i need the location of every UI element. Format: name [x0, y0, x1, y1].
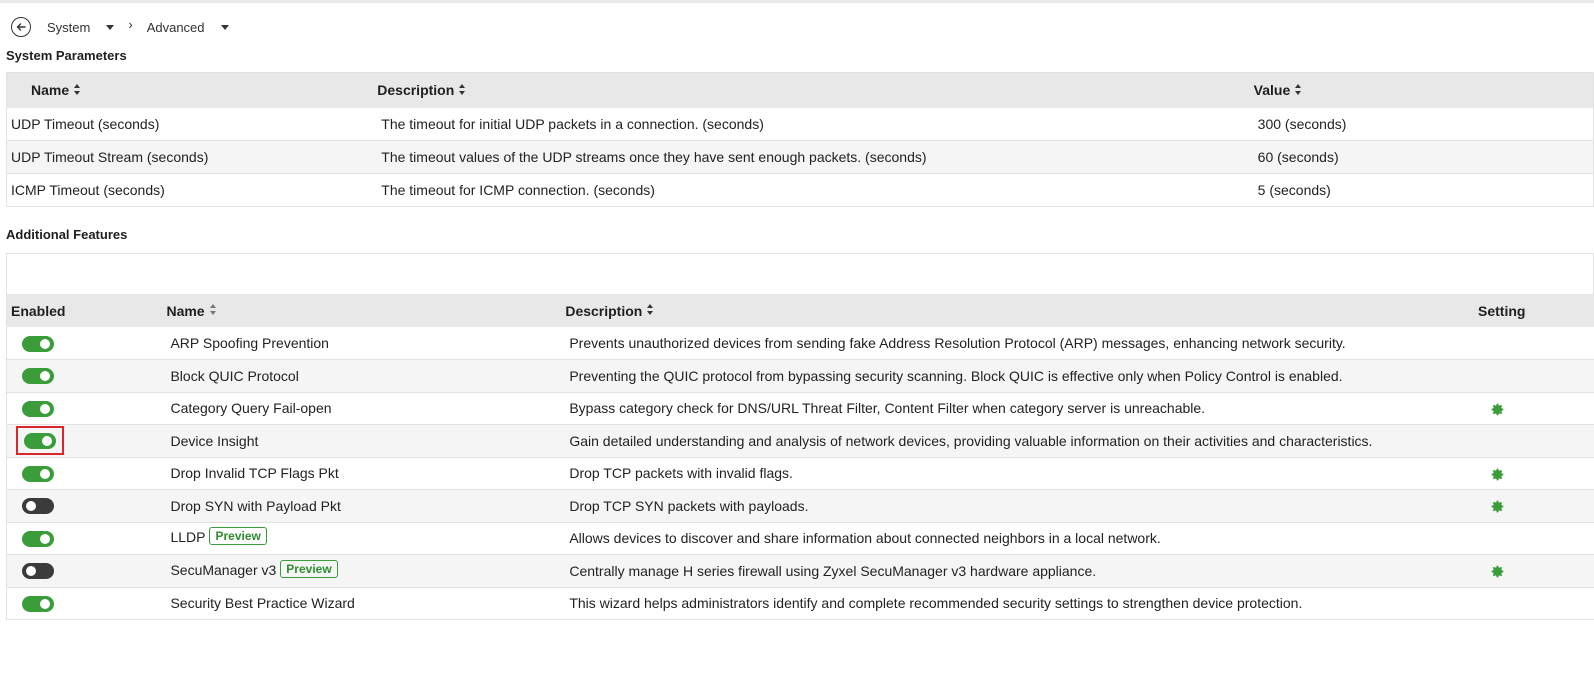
- column-header-description[interactable]: Description: [377, 73, 1253, 108]
- enabled-toggle[interactable]: [22, 368, 54, 384]
- feature-name: Security Best Practice Wizard: [170, 595, 355, 612]
- feature-description: Preventing the QUIC protocol from bypassing security scanning. Block QUIC is effective only when Policy Control is enabled.: [561, 360, 1472, 393]
- table-row[interactable]: [7, 425, 1594, 458]
- feature-name: Block QUIC Protocol: [170, 367, 299, 384]
- table-row[interactable]: [7, 457, 1594, 490]
- toggle-knob: [26, 566, 36, 576]
- breadcrumb-system-label: System: [47, 19, 91, 35]
- feature-name: Category Query Fail-open: [170, 400, 332, 417]
- sort-icon: [459, 84, 466, 95]
- enabled-toggle[interactable]: [22, 401, 54, 417]
- setting-cell: [1472, 457, 1594, 490]
- gear-icon[interactable]: [1490, 562, 1505, 578]
- preview-badge: Preview: [280, 560, 337, 578]
- setting-cell: [1472, 587, 1594, 620]
- feature-description: Drop TCP packets with invalid flags.: [561, 457, 1472, 490]
- enabled-cell: [7, 360, 163, 393]
- gear-icon[interactable]: [1490, 465, 1505, 481]
- param-value: 300 (seconds): [1254, 108, 1594, 141]
- enabled-toggle[interactable]: [22, 563, 54, 579]
- toggle-knob: [42, 436, 52, 446]
- additional-features-title: Additional Features: [6, 227, 128, 242]
- setting-cell: [1472, 360, 1594, 393]
- enabled-toggle[interactable]: [22, 596, 54, 612]
- system-parameters-title: System Parameters: [6, 48, 127, 63]
- feature-name: Device Insight: [170, 432, 259, 449]
- param-description: The timeout for initial UDP packets in a connection. (seconds): [377, 108, 1253, 141]
- enabled-cell: [7, 327, 163, 360]
- feature-name-cell: [162, 522, 561, 555]
- feature-name: Drop Invalid TCP Flags Pkt: [170, 465, 339, 482]
- column-header-value[interactable]: Value: [1254, 73, 1594, 108]
- feature-name: ARP Spoofing Prevention: [170, 335, 329, 351]
- feature-description: Gain detailed understanding and analysis of network devices, providing valuable information on their activities and characteristics.: [561, 425, 1472, 458]
- table-row[interactable]: [7, 360, 1594, 393]
- param-description: The timeout for ICMP connection. (seconds): [377, 174, 1253, 207]
- column-header-enabled: Enabled: [7, 294, 163, 327]
- sort-icon: [74, 84, 81, 95]
- breadcrumb: [11, 16, 229, 38]
- enabled-toggle[interactable]: [22, 498, 54, 514]
- setting-cell: [1472, 555, 1594, 588]
- table-row[interactable]: [7, 141, 1594, 174]
- breadcrumb-advanced-label: Advanced: [146, 19, 205, 35]
- param-value: 60 (seconds): [1254, 141, 1594, 174]
- setting-cell: [1472, 327, 1594, 360]
- feature-name: LLDP: [170, 529, 206, 546]
- enabled-cell: [7, 587, 163, 620]
- enabled-cell: [7, 425, 163, 458]
- table-row[interactable]: [7, 555, 1594, 588]
- toggle-knob: [40, 469, 50, 479]
- setting-cell: [1472, 522, 1594, 555]
- caret-down-icon: [221, 25, 229, 30]
- additional-features-table: [6, 294, 1594, 620]
- enabled-cell: [7, 457, 163, 490]
- feature-description: Prevents unauthorized devices from sending fake Address Resolution Protocol (ARP) messages, enhancing network security.: [561, 327, 1472, 360]
- toggle-knob: [40, 404, 50, 414]
- column-header-name[interactable]: Name: [162, 294, 561, 327]
- column-header-name[interactable]: Name: [7, 73, 378, 108]
- breadcrumb-advanced-dropdown[interactable]: [147, 20, 229, 35]
- enabled-toggle[interactable]: [22, 336, 54, 352]
- features-toolbar: [6, 253, 1594, 294]
- toggle-knob: [40, 371, 50, 381]
- enabled-toggle[interactable]: [22, 466, 54, 482]
- feature-name-cell: [162, 555, 561, 588]
- toggle-knob: [26, 501, 36, 511]
- table-header-row: [7, 73, 1594, 108]
- setting-cell: [1472, 425, 1594, 458]
- feature-name-cell: [162, 587, 561, 620]
- param-name: UDP Timeout Stream (seconds): [7, 141, 378, 174]
- enabled-cell: [7, 392, 163, 425]
- breadcrumb-separator: ›: [128, 16, 133, 32]
- table-row[interactable]: [7, 392, 1594, 425]
- param-name: ICMP Timeout (seconds): [7, 174, 378, 207]
- table-row[interactable]: [7, 108, 1594, 141]
- top-divider: [0, 0, 1594, 3]
- toggle-knob: [40, 599, 50, 609]
- enabled-cell: [7, 522, 163, 555]
- setting-cell: [1472, 392, 1594, 425]
- sort-icon: [210, 304, 217, 315]
- gear-icon[interactable]: [1490, 400, 1505, 416]
- setting-cell: [1472, 490, 1594, 523]
- param-value: 5 (seconds): [1254, 174, 1594, 207]
- system-parameters-table: [6, 72, 1594, 207]
- sort-icon: [647, 304, 654, 315]
- feature-name-cell: [162, 490, 561, 523]
- feature-description: Drop TCP SYN packets with payloads.: [561, 490, 1472, 523]
- table-row[interactable]: [7, 490, 1594, 523]
- enabled-toggle[interactable]: [22, 531, 54, 547]
- toggle-knob: [40, 339, 50, 349]
- table-row[interactable]: [7, 174, 1594, 207]
- param-description: The timeout values of the UDP streams once they have sent enough packets. (seconds): [377, 141, 1253, 174]
- sort-icon: [1295, 84, 1302, 95]
- breadcrumb-system-dropdown[interactable]: [47, 20, 114, 35]
- arrow-left-circle-icon[interactable]: [11, 17, 31, 37]
- column-header-description[interactable]: Description: [561, 294, 1472, 327]
- highlight-box: [16, 426, 64, 455]
- feature-description: Bypass category check for DNS/URL Threat Filter, Content Filter when category server is unreachable.: [561, 392, 1472, 425]
- feature-description: Allows devices to discover and share information about connected neighbors in a local network.: [561, 522, 1472, 555]
- table-row[interactable]: [7, 587, 1594, 620]
- feature-name: SecuManager v3: [170, 561, 277, 578]
- toggle-knob: [40, 534, 50, 544]
- feature-name-cell: [162, 392, 561, 425]
- feature-name-cell: [162, 425, 561, 458]
- preview-badge: Preview: [209, 527, 266, 545]
- enabled-cell: [7, 555, 163, 588]
- feature-name-cell: [162, 327, 561, 360]
- feature-name: Drop SYN with Payload Pkt: [170, 497, 341, 514]
- param-name: UDP Timeout (seconds): [7, 108, 378, 141]
- feature-description: This wizard helps administrators identify and complete recommended security settings to strengthen device protection.: [561, 587, 1472, 620]
- feature-name-cell: [162, 360, 561, 393]
- table-header-row: [7, 294, 1594, 327]
- enabled-toggle[interactable]: [24, 433, 56, 449]
- caret-down-icon: [106, 25, 114, 30]
- gear-icon[interactable]: [1490, 497, 1505, 513]
- table-row[interactable]: [7, 522, 1594, 555]
- enabled-cell: [7, 490, 163, 523]
- table-row[interactable]: [7, 327, 1594, 360]
- column-header-setting: Setting: [1472, 294, 1594, 327]
- feature-name-cell: [162, 457, 561, 490]
- feature-description: Centrally manage H series firewall using Zyxel SecuManager v3 hardware appliance.: [561, 555, 1472, 588]
